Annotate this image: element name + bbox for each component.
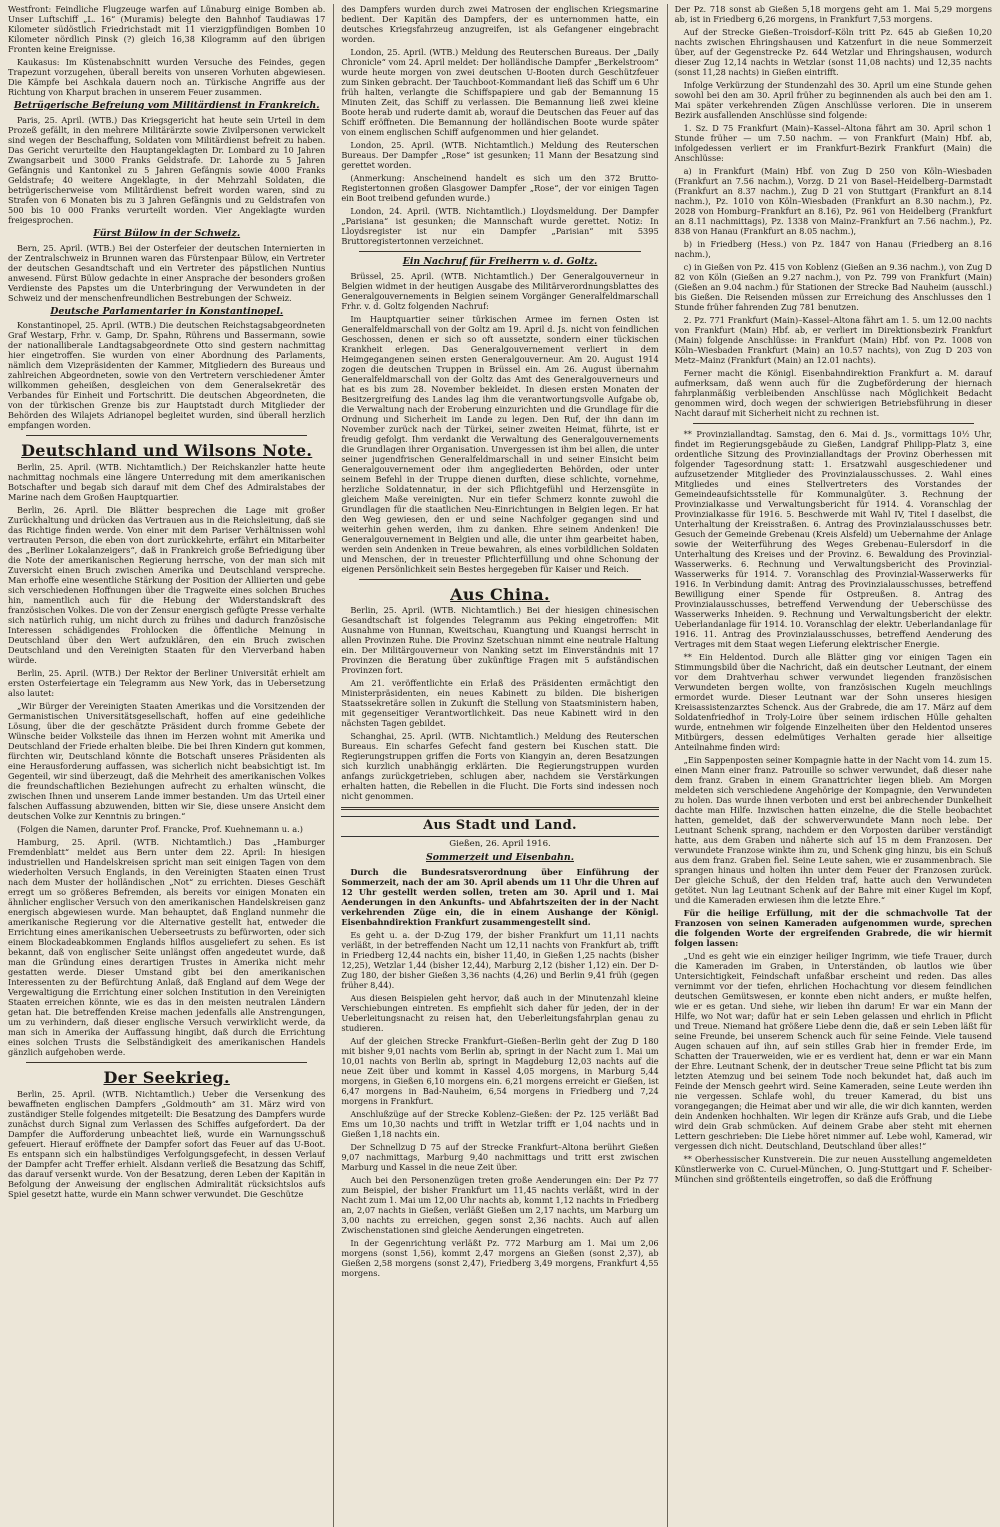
paragraph: Anschlußzüge auf der Strecke Koblenz–Gießen: der Pz. 125 verläßt Bad Ems um 10,30 nachts und trifft in Wetzlar trifft er 1,04 nachts und in Gießen 1,18 nachts ein. [341, 1109, 659, 1139]
paragraph: Im Hauptquartier seiner türkischen Armee im fernen Osten ist Generalfeldmarschall von der Goltz am 19. April d. Js. nicht von feindlichen Geschossen, denen er sich so oft aussetzte, sondern einer tückischen Krankheit erlegen. Das Generalgouvernement verliert in dem Heimgegangenen seinen ersten Generalgouverneur. Am 20. August 1914 zogen die deutschen Truppen in Brüssel ein. Am 26. August übernahm Generalfeldmarschall von der Goltz das Amt des Generalgouverneurs und hat es bis zum 28. November bekleidet. In diesen ersten Monaten der Besitzergreifung des Landes lag ihm die verantwortungsvolle Aufgabe ob, die Verwaltung nach der Eroberung einzurichten und die Grundlage für die Ordnung und Sicherheit im Lande zu legen. Den Ruf, der ihn dann im November zurück nach der Türkei, seiner zweiten Heimat, führte, ist er freudig gefolgt. Ihm verdankt die Verwaltung des Generalgouvernements die Grundlagen ihrer Organisation. Unvergessen ist ihm bei allen, die unter seiner jugendfrischen Generalfeldmarschall in und seiner Einsicht beim Generalgouvernement oder ihm angegliederten Behörden, oder unter seinem Befehl in der Truppe dienen durften, diese schlichte, vornehme, herzliche Soldatennatur, in der sich Pflichtgefühl und Herzensgüte in gleichem Maße vereinigten. Nur ein tiefer Schmerz konnte zuwohl die Grundlagen für die staatlichen Neu-Einrichtungen in Belgien legen. Er hat den Weg gewiesen, den er und seine Nachfolger gegangen sind und weiterhin gehen werden, ihm zu danken. Ehre seinem Andenken! Die Generalgouvernement in Belgien und alle, die unter ihm gearbeitet haben, werden sein Andenken in Treue bewahren, als eines vorbildlichen Soldaten und Menschen, der in treuester Pflichterfüllung und ohne Schonung der eigenen Persönlichkeit sein Bestes hergegeben für Kaiser und Reich. [341, 313, 659, 574]
article-heading: Ein Nachruf für Freiherrn v. d. Goltz. [402, 256, 598, 267]
paragraph: 2. Pz. 771 Frankfurt (Main)–Kassel–Altona fährt am 1. 5. um 12.00 nachts von Frankfurt (Main) Hbf. ab, er verliert im Direktionsbezirk Frankfurt (Main) folgende Anschlüsse: in Frankfurt (Main) Hbf. von Pz. 1008 von Köln–Wiesbaden Frankfurt (Main) an 10.57 nachts), von Zug D 203 von Metz–Mainz (Frankfurt (Main) an 12.01 nachts). [674, 315, 992, 365]
paragraph: Berlin, 25. April. (WTB.) Der Rektor der Berliner Universität erhielt am ersten Osterfeiertage ein Telegramm aus New York, das in Uebersetzung also lautet: [8, 668, 326, 699]
paragraph: Schanghai, 25. April. (WTB. Nichtamtlich.) Meldung des Reuterschen Bureaus. Ein scharfes Gefecht fand gestern bei Kuschen statt. Die Regierungstruppen griffen die Forts von Kiangyin an, deren Besatzungen sich kurzlich unabhängig erklärten. Die Regierungstruppen wurden anfangs zurückgetrieben, schlugen aber, nachdem sie Verstärkungen erhalten hatten, die Rebellen in die Flucht. Die Forts sind indessen noch nicht genommen. [341, 731, 659, 802]
column-1 [8, 4, 325, 1527]
paragraph: Berlin, 25. April. (WTB. Nichtamtlich.) Ueber die Versenkung des bewaffneten englischen Dampfers „Goldmouth“ am 31. März wird von zuständiger Stelle folgendes mitgeteilt: Die Besatzung des Dampfers wurde zunächst durch Signal zum Verlassen des Schiffes aufgefordert. Da der Dampfer die Aufforderung unbeachtet ließ, wurde ein Warnungsschuß gefeuert. Hierauf eröffnete der Dampfer sofort das Feuer auf das U-Boot. Es entspann sich ein halbstündiges Verfolgungsgefecht, in dessen Verlauf der Dampfer acht Treffer erhielt. Alsdann verließ die Besatzung das Schiff, das darauf versenkt wurde. Von der Besatzung, deren Leben der Kapitän in Befolgung der Anweisung der englischen Admiralität rücksichtslos aufs Spiel gesetzt hatte, wurde ein Mann schwer verwundet. Die Geschütze [8, 1088, 326, 1199]
paragraph: Es geht u. a. der D-Zug 179, der bisher Frankfurt um 11,11 nachts verläßt, in der betreffenden Nacht um 12,11 nachts von Frankfurt ab, trifft in Friedberg 12,44 nachts ein, bisher 11,40, in Gießen 1,25 nachts (bisher 12,25), Wetzlar 1,44 (bisher 12,44), Marburg 2,12 (bisher 1,12) ein. Der D-Zug 180, der bisher Gießen 3,36 nachts (4,26) und Berlin 9,41 früh (gegen früher 8,44). [341, 930, 659, 990]
paragraph: Westfront: Feindliche Flugzeuge warfen auf Lünaburg einige Bomben ab. Unser Luftschiff „L. 16“ (Muramis) belegte den Bahnhof Taudiawas 17 Kilometer südöstlich Friedrichstadt mit 11 vierzigpfündigen Bomben 10 Kilometer nördlich Pinsk (?) gleich 16,38 Kilogramm auf den übrigen Fronten keine Ereignisse. [8, 4, 326, 54]
paragraph: ** Ein Heldentod. Durch alle Blätter ging vor einigen Tagen ein Stimmungsbild über die Nachricht, daß ein deutscher Leutnant, der einem vor dem Drahtverhau schwer verwundet liegenden französischen Verwundeten bergen wollte, von französischen Kugeln meuchlings ermordet wurde. Dieser Leutnant war der Sohn unseres hiesigen Kreisassistenzarztes Schenck. Aus der Grabrede, die am 17. März auf dem Soldatenfriedhof in Troly-Loire über seinem irdischen Hülle gehalten wurde, entnehmen wir folgende Einzelheiten über den Heldentod unseres Mitbürgers, dessen edelmütiges Verhalten gerade hier allseitige Anteilnahme finden wird: [674, 652, 992, 752]
article-heading: Fürst Bülow in der Schweiz. [93, 227, 241, 239]
paragraph: Hamburg, 25. April. (WTB. Nichtamtlich.) Das „Hamburger Fremdenblatt“ meldet aus Bern unter dem 22. April: In hiesigen industriellen und Handelskreisen spricht man seit einigen Tagen von dem wiederholten Versuch Englands, in den Vereinigten Staaten einen Trust nach dem Muster der holländischen „Not“ zu errichten. Dieses Geschäft erregt um so größeres Befremden, als bereits vor einigen Monaten ein ähnlicher englischer Versuch von den amerikanischen Handelskreisen ganz energisch abgewiesen wurde. Man behauptet, daß England nunmehr die amerikanische Regierung vor die Alternative gestellt hat, entweder die Errichtung eines amerikanischen Ueberseetrusts zu befürworten, oder sich einem Blockadeabkommen Englands hilflos ausgeliefert zu sehen. Es ist bekannt, daß von englischer Seite unlängst offen angedeutet wurde, daß man die Gründung eines derartigen Trustes in Amerika nicht mehr gestatten werde. Dieser Umstand gibt bei den amerikanischen Interessenten zu der Befürchtung Anlaß, daß England auf dem Wege der Vergewaltigung die Errichtung einer solchen Institution in den Vereinigten Staaten erreichen könnte, wie es das in den meisten neutralen Ländern getan hat. Die betreffenden Kreise machen jedenfalls alle Anstrengungen, um zu verhindern, daß dieser englische Versuch verwirklicht werde, da man sich in Amerika der Auffassung hingibt, daß durch die Errichtung eines solchen Trusts die Selbständigkeit des amerikanischen Handels gänzlich aufgehoben werde. [8, 837, 326, 1058]
article-heading: Sommerzeit und Eisenbahn. [426, 852, 574, 864]
paragraph: des Dampfers wurden durch zwei Matrosen der englischen Kriegsmarine bedient. Der Kapitän des Dampfers, der es unternommen hatte, ein deutsches Kriegsfahrzeug anzugreifen, ist als Gefangener eingebracht worden. [341, 4, 659, 44]
section-heading: Deutschland und Wilsons Note. [21, 441, 313, 461]
paragraph: „Wir Bürger der Vereinigten Staaten Amerikas und die Vorsitzenden der Germanistischen Universitätsgesellschaft, hoffen auf eine gedeihliche Lösung, über die der geschätzte Präsident durch fromme Gebete der Wünsche beider Volksteile das ihnen im Herzen wohnt mit Amerika und Deutschland der Friede erhalten bleibe. Die bei Ihren Kindern gut kommen, fürchten wir, Deutschland könnte die Botschaft unseres Präsidenten als eine Herausforderung auffassen, was sicherlich nicht beabsichtigt ist. Im Gegenteil, wir sind überzeugt, daß die Mehrheit des amerikanischen Volkes die freundschaftlichen Beziehungen aufrecht zu erhalten wünscht, die zwischen Ihnen und unserem Lande immer bestanden. Um das Urteil einer falschen Auffassung abzuwenden, bitten wir Sie, diese unsere Ansicht dem deutschen Volke zur Kenntnis zu bringen.“ [8, 701, 326, 822]
paragraph: Berlin, 26. April. Die Blätter besprechen die Lage mit großer Zurückhaltung und drücken das Vertrauen aus in die Reichsleitung, daß sie das Richtige finden werde. Von einer mit dem Pariser Verhältnissen wohl vertrauten Person, die eben von dort zurückkehrte, erfährt ein Mitarbeiter des „Berliner Lokalanzeigers“, daß in Frankreich große Befriedigung über die Note der amerikanischen Regierung herrsche, von der man sich mit Zuversicht einen Bruch zwischen Amerika und Deutschland verspreche. Man erhoffe eine wesentliche Stärkung der Position der Alliierten und gebe sich verschiedenen Hoffnungen über die Tragweite eines solchen Bruches hin, namentlich auch für die Hebung der Widerstandskraft des französischen Volkes. Die von der Zensur energisch gefügte Presse verhalte sich natürlich ruhig, um nicht durch zu frühes und dadurch französische Interessen schädigendes Frohlocken die öffentliche Meinung in Deutschland über den Wert aufzuklären, den ein Bruch zwischen Deutschland und den Vereinigten Staaten für den Vierverband haben würde. [8, 505, 326, 666]
paragraph: Aus diesen Beispielen geht hervor, daß auch in der Minutenzahl kleine Verschiebungen eintreten. Es empfiehlt sich daher für jeden, der in der Ueberleitungsnacht zu reisen hat, den Ueberleitungsfahrplan genau zu studieren. [341, 993, 659, 1033]
paragraph: „Und es geht wie ein einziger heiliger Ingrimm, wie tiefe Trauer, durch die Kameraden im Graben, in Unterständen, ob lautlos wie über Untersichtigkeit, Feindschaft unfaßbar erscheint und reden. Das alles vernimmt vor der tiefen, ehrlichen Hochachtung vor diesem feindlichen deutschen Gemütswesen, er konnte eben nicht anders, er mußte helfen, wie er es getan. Und siehe, wir lieben ihn darum! Er war ein Mann der Hilfe, wo Not war; dafür hat er sein Leben gelassen und ehrlich in Pflicht und Treue. Niemand hat größere Liebe denn die, daß er sein Leben läßt für seine Freunde, bei unserem Schenck auch für seine Feinde. Viele tausend Augen schauen auf ihn, auf sein stilles Grab hier in fremder Erde, im Schatten der Trauerweiden, wie er es verdient hat, denn er war ein Mann der Ehre. Leutnant Schenk, der in deutscher Treue seine Pflicht tat bis zum letzten Atemzug und bei seinem Tode noch bekundet hat, daß auch im Feinde der Mensch geehrt wird. Seine Kameraden, seine Leute werden ihn nie vergessen. Schlafe wohl, du treuer Kamerad, du bist uns vorangegangen; die Heimat aber und wir alle, die wir dich kannten, werden dein Andenken hochhalten. Wir legen dir Kränze aufs Grab, und die Liebe wird dein Grab schmücken. Auf deinem Grabe aber steht mit ehernen Lettern geschrieben: Die Liebe höret nimmer auf. Lebe wohl, Kamerad, wir vergessen dich nicht. Deutschland, Deutschland über alles!“ [674, 951, 992, 1151]
section-heading: Aus Stadt und Land. [341, 816, 658, 836]
paragraph: London, 24. April. (WTB. Nichtamtlich.) Lloydsmeldung. Der Dampfer „Parisiana“ ist gesunken; die Mannschaft wurde gerettet. Notiz: In Lloydsregister ist nur ein Dampfer „Parisian“ mit 5395 Bruttoregistertonnen verzeichnet. [341, 206, 659, 246]
paragraph: Ferner macht die Königl. Eisenbahndirektion Frankfurt a. M. darauf aufmerksam, daß wenn auch für die Zugbeförderung der hiernach fahrplanmäßig verbleibenden Anschlüsse nach Möglichkeit Bedacht genommen wird, doch wegen der schwierigen Betriebsführung in dieser Nacht darauf mit Sicherheit nicht zu rechnen ist. [674, 368, 992, 418]
paragraph: Der Pz. 718 sonst ab Gießen 5,18 morgens geht am 1. Mai 5,29 morgens ab, ist in Friedberg 6,26 morgens, in Frankfurt 7,53 morgens. [674, 4, 992, 24]
divider [359, 251, 640, 252]
column-3 [667, 4, 992, 1527]
paragraph: (Folgen die Namen, darunter Prof. Francke, Prof. Kuehnemann u. a.) [17, 824, 303, 835]
paragraph: Kaukasus: Im Küstenabschnitt wurden Versuche des Feindes, gegen Trapezunt vorzugehen, überall bereits von unseren Vorhuten abgewiesen. Die Kämpfe bei Aschkala dauern noch an. Türkische Angriffe aus der Richtung von Kharput brachen in unserem Feuer zusammen. [8, 57, 326, 97]
paragraph: Auf der Strecke Gießen–Troisdorf–Köln tritt Pz. 645 ab Gießen 10,20 nachts zwischen Ehringshausen und Katzenfurt in die neue Sommerzeit über, auf der Gegenstrecke Pz. 644 Wetzlar und Ehringshausen, wodurch dieser Zug 12,14 nachts in Wetzlar (sonst 11,08 nachts) und 12,35 nachts (sonst 11,28 nachts) in Gießen eintrifft. [674, 27, 992, 77]
article-heading: Betrügerische Befreiung vom Militärdienst in Frankreich. [13, 100, 320, 111]
paragraph: a) in Frankfurt (Main) Hbf. von Zug D 250 von Köln–Wiesbaden (Frankfurt an 7.56 nachm.), Vorzg. D 21 von Basel–Heidelberg–Darmstadt (Frankfurt an 8.37 nachm.), Zug D 21 von Stuttgart (Frankfurt an 8.14 nachm.), Pz. 1010 von Köln–Wiesbaden (Frankfurt an 8.30 nachm.), Pz. 2028 von Homburg–Frankfurt an 8.16), Pz. 961 von Heidelberg (Frankfurt an 8.11 nachmittags), Pz. 1338 von Mainz–Frankfurt an 7.56 nachm.), Pz. 838 von Hanau (Frankfurt an 8.05 nachm.), [674, 166, 992, 236]
divider [693, 423, 974, 424]
paragraph: Der Schnellzug D 75 auf der Strecke Frankfurt–Altona berührt Gießen 9,07 nachmittags, Marburg 9,40 nachmittags und tritt erst zwischen Marburg und Kassel in die neue Zeit über. [341, 1142, 659, 1172]
paragraph: Berlin, 25. April. (WTB. Nichtamtlich.) Der Reichskanzler hatte heute nachmittag nochmals eine längere Unterredung mit dem amerikanischen Botschafter und begab sich darauf mit dem Chef des Admiralstabes der Marine nach dem Großen Hauptquartier. [8, 462, 326, 503]
divider [26, 435, 307, 436]
paragraph: Für die heilige Erfüllung, mit der die schmachvolle Tat der Franzosen von seinen Kameraden aufgenommen wurde, sprechen die folgenden Worte der ergreifenden Grabrede, die wir hiermit folgen lassen: [674, 908, 992, 948]
paragraph: c) in Gießen von Pz. 415 von Koblenz (Gießen an 9.36 nachm.), von Zug D 82 von Köln (Gießen an 9.27 nachm.), von Pz. 799 von Frankfurt (Main) (Gießen an 9.04 nachm.) für Stationen der Strecke Bad Nauheim (ausschl.) bis Gießen. Die Reisenden müssen zur Erreichung des Anschlusses den 1 Stunde früher fahrenden Zug 781 benutzen. [674, 262, 992, 312]
paragraph: Am 21. veröffentlichte ein Erlaß des Präsidenten ermächtigt den Ministerpräsidenten, ein neues Kabinett zu bilden. Die bisherigen Staatssekretäre sollen in Zukunft die Stellung von Staatsministern haben, mit gegenseitiger Verantwortlichkeit. Das neue Kabinett wird in den nächsten Tagen gebildet. [341, 678, 659, 729]
paragraph: ** Provinziallandtag. Samstag, den 6. Mai d. Js., vormittags 10½ Uhr, findet im Regierungsgebäude zu Gießen, Landgraf Philipp-Platz 3, eine ordentliche Sitzung des Provinziallandtags der Provinz Oberhessen mit folgender Tagesordnung statt: 1. Ersatzwahl ausgeschiedener und aufzusetzender Mitglieder des Provinzialausschusses. 2. Wahl eines Mitgliedes und eines Stellvertreters des Vorstandes der Gemeindeaufsichtsstelle für Kommunalgüter. 3. Rechnung der Provinzialkasse und Verwaltungsbericht für 1914. 4. Voranschlag der Provinzialkasse für 1916. 5. Beschwerde mit Wahl IV, Titel I daselbst, die Unterhaltung der Kreisstraßen. 6. Antrag des Provinzialausschusses betr. Gesuch der Gemeinde Grebenau (Kreis Alsfeld) um Uebernahme der Anlage sowie der Weiterführung des Weges Grebenau–Eulersdorf in die Unterhaltung des Kreises und der Provinz. 6. Bewaldung des Provinzial-Wasserwerks. 6. Rechnung und Verwaltungsbericht des Provinzial-Wasserwerks für 1914. 7. Voranschlag des Provinzial-Wasserwerks für 1916. In Verbindung damit: Antrag des Provinzialausschusses, betreffend Bewilligung einer Spende für Ostpreußen. 8. Antrag des Provinzialausschusses, betreffend Verwendung der Ueberschüsse des Wasserwerks Inheiden. 9. Rechnung und Verwaltungsbericht der elektr. Ueberlandanlage für 1914. 10. Voranschlag der elektr. Ueberlandanlage für 1916. 11. Antrag des Provinzialausschusses, betreffend Aenderung des Vertrages mit dem Staat wegen Lieferung elektrischer Energie. [674, 429, 992, 649]
dateline: Gießen, 26. April 1916. [449, 838, 551, 849]
paragraph: b) in Friedberg (Hess.) von Pz. 1847 von Hanau (Friedberg an 8.16 nachm.), [674, 239, 992, 259]
paragraph: Infolge Verkürzung der Stundenzahl des 30. April um eine Stunde gehen sowohl bei den am 30. April früher zu beginnenden als auch bei den am 1. Mai später verkehrenden Zügen Anschlüsse verloren. Die in unserem Bezirk ausfallenden Anschlüsse sind folgende: [674, 80, 992, 120]
paragraph: Berlin, 25. April. (WTB. Nichtamtlich.) Bei der hiesigen chinesischen Gesandtschaft ist folgendes Telegramm aus Peking eingetroffen: Mit Ausnahme von Hunnan, Kweitschau, Kuangtung und Kuangsi herrscht in allen Provinzen Ruhe. Die Provinz Szetschuan nimmt eine neutrale Haltung ein. Der Militärgouverneur von Nanking setzt im Einverständnis mit 17 Provinzen die Beratung über zukünftige Fragen mit 5 aufständischen Provinzen fort. [341, 605, 659, 676]
paragraph: London, 25. April. (WTB. Nichtamtlich.) Meldung des Reuterschen Bureaus. Der Dampfer „Rose“ ist gesunken; 11 Mann der Besatzung sind gerettet worden. [341, 140, 659, 170]
paragraph: Durch die Bundesratsverordnung über Einführung der Sommerzeit, nach der am 30. April abends um 11 Uhr die Uhren auf 12 Uhr gestellt werden sollen, treten am 30. April und 1. Mai Aenderungen in den Ankunfts- und Abfahrtszeiten der in der Nacht verkehrenden Züge ein, die in einem Aushange der Königl. Eisenbahndirektion Frankfurt zusammengestellt sind. [341, 867, 659, 927]
divider [341, 807, 658, 810]
section-heading: Aus China. [450, 584, 550, 604]
article-heading: Deutsche Parlamentarier in Konstantinopel. [50, 305, 284, 317]
paragraph: 1. Sz. D 75 Frankfurt (Main)–Kassel–Altona fährt am 30. April schon 1 Stunde früher — um 7.50 nachm. — von Frankfurt (Main) Hbf. ab, infolgedessen verliert er im Frankfurt-Bezirk Frankfurt (Main) die Anschlüsse: [674, 123, 992, 163]
paragraph: (Anmerkung: Anscheinend handelt es sich um den 372 Brutto-Registertonnen großen Glasgower Dampfer „Rose“, der vor einigen Tagen ein Boot treibend gefunden wurde.) [341, 173, 659, 203]
paragraph: Bern, 25. April. (WTB.) Bei der Osterfeier der deutschen Internierten in der Zentralschweiz in Brunnen waren das Fürstenpaar Bülow, ein Vertreter der deutschen Gesandtschaft und ein Vertreter des päpstlichen Nuntius anwesend. Fürst Bülow gedachte in einer Ansprache der besonders großen Verdienste des Papstes um die Unterbringung der Verwundeten in der Schweiz und der menschenfreundlichen Bestrebungen der Schweiz. [8, 242, 326, 303]
paragraph: Brüssel, 25. April. (WTB. Nichtamtlich.) Der Generalgouverneur in Belgien widmet in der heutigen Ausgabe des Militärverordnungsblattes des Generalgouvernements in Belgien seinem Vorgänger Generalfeldmarschall Frhr. v. d. Goltz folgenden Nachruf: [341, 270, 659, 311]
paragraph: ** Oberhessischer Kunstverein. Die zur neuen Ausstellung angemeldeten Künstlerwerke von C. Curuel-München, O. Jung-Stuttgart und F. Scheiber-München sind größtenteils eingetroffen, so daß die Eröffnung [674, 1154, 992, 1184]
paragraph: „Ein Sappenposten seiner Kompagnie hatte in der Nacht vom 14. zum 15. einen Mann einer franz. Patrouille so schwer verwundet, daß dieser nahe dem franz. Graben in einem Granattrichter liegen blieb. Am Morgen meldeten sich verschiedene Angehörige der Kompagnie, den Verwundeten zu holen. Das wurde ihnen verboten und erst bei anbrechender Dunkelheit dachte man Hilfe. Inzwischen hatten einzelne, die die Stelle beobachtet hatten, gemeldet, daß der schwerverwundete Mann noch lebe. Der Leutnant Schenk sprang, nachdem er den Vorposten darüber verständigt hatte, aus dem Graben und näherte sich auf 15 m dem Franzosen. Der verwundete Franzose winkte ihm zu, und Schenk ging hinzu, bis ein Schuß aus dem franz. Graben fiel. Seine Leute sahen, wie er zusammenbrach. Sie sprangen hinaus und holten ihn unter dem Feuer der Franzosen zurück. Der gleiche Schuß, der den Helden traf, hatte auch den Verwundeten getötet. Nun lag Leutnant Schenk auf der Bahre mit einer Kugel im Kopf, und die Kameraden erwiesen ihm die letzte Ehre.“ [674, 755, 992, 905]
paragraph: Paris, 25. April. (WTB.) Das Kriegsgericht hat heute sein Urteil in dem Prozeß gefällt, in den mehrere Militärärzte sowie Zivilpersonen verwickelt sind wegen der Beschaffung, Soldaten vom Militärdienst befreit zu haben. Das Gericht verurteilte den Hauptangeklagten Dr. Lombard zu 10 Jahren Zwangsarbeit und 3000 Franks Geldstrafe. Dr. Lahorde zu 5 Jahren Gefängnis und Kantonkel zu 5 Jahren Gefängnis sowie 4000 Franks Geldstrafe; 40 weitere Angeklagte, in der Mehrzahl Soldaten, die betrügerischerweise vom Militärdienst befreit worden waren, sind zu Strafen von 6 Monaten bis zu 3 Jahren Gefängnis und zu Geldstrafen von 500 bis 10 000 Franks verurteilt worden. Vier Angeklagte wurden freigesprochen. [8, 114, 326, 225]
paragraph: Konstantinopel, 25. April. (WTB.) Die deutschen Reichstagsabgeordneten Graf Westarp, Frhr. v. Gamp, Dr. Spahn, Rührens und Bassermann, sowie der nationalliberale Landtagsabgeordnete Otto sind gestern nachmittag hier eingetroffen. Sie wurden von einer Abordnung des Parlaments, nämlich dem Vizepräsidenten der Kammer, Mitgliedern des Bureaus und zahlreichen Abgeordneten, sowie von den Vertretern verschiedener Ämter willkommen geheißen, desgleichen von dem Generalsekretär des Verbandes für Einheit und Fortschritt. Die deutschen Abgeordneten, die von der türkischen Grenze bis zur Hauptstadt durch Mitglieder der Behörden des Wilajets Adrianopel begleitet wurden, sind überall herzlich empfangen worden. [8, 320, 326, 431]
paragraph: In der Gegenrichtung verläßt Pz. 772 Marburg am 1. Mai um 2,06 morgens (sonst 1,56), kommt 2,47 morgens an Gießen (sonst 2,37), ab Gießen 2,58 morgens (sonst 2,47), Friedberg 3,49 morgens, Frankfurt 4,55 morgens. [341, 1238, 659, 1278]
paragraph: Auch bei den Personenzügen treten große Aenderungen ein: Der Pz 77 zum Beispiel, der bisher Frankfurt um 11,45 nachts verläßt, wird in der Nacht zum 1. Mai um 12,00 Uhr nachts ab, kommt 1,12 nachts in Friedberg an, 2,07 nachts in Gießen, verläßt Gießen um 2,17 nachts, um Marburg um 3,00 nachts zu erreichen, gegen sonst 2,36 nachts. Auch auf allen Zwischenstationen sind gleiche Aenderungen eingetreten. [341, 1175, 659, 1235]
column-2 [333, 4, 658, 1527]
divider [26, 1062, 307, 1063]
paragraph: Auf der gleichen Strecke Frankfurt–Gießen–Berlin geht der Zug D 180 mit bisher 9,01 nachts vom Berlin ab, springt in der Nacht zum 1. Mai um 10,01 nachts von Berlin ab, springt in Magdeburg 12,03 nachts auf die neue Zeit über und kommt in Kassel 4,05 morgens, in Marburg 5,44 morgens, in Gießen 6,10 morgens ein. 6,21 morgens erreicht er Gießen, ist 6,47 morgens in Bad-Nauheim, 6,54 morgens in Friedberg und 7,24 morgens in Frankfurt. [341, 1036, 659, 1106]
divider [359, 579, 640, 580]
section-heading: Der Seekrieg. [103, 1068, 230, 1088]
paragraph: London, 25. April. (WTB.) Meldung des Reuterschen Bureaus. Der „Daily Chronicle“ vom 24. April meldet: Der holländische Dampfer „Berkelstroom“ wurde heute morgen von zwei deutschen U-Booten durch Geschützfeuer zum Sinken gebracht. Der Tauchboot-Kommandant ließ das Schiff um 6 Uhr früh halten, verlangte die Schiffspapiere und gab der Bemannung 15 Minuten Zeit, das Schiff zu verlassen. Die Bemannung ließ zwei kleine Boote herab und ruderte damit ab, worauf die Deutschen das Feuer auf das Schiff eröffneten. Die Bemannung der holländischen Boote wurde später von einem englischen Schiff aufgenommen und hier gelandet. [341, 47, 659, 137]
